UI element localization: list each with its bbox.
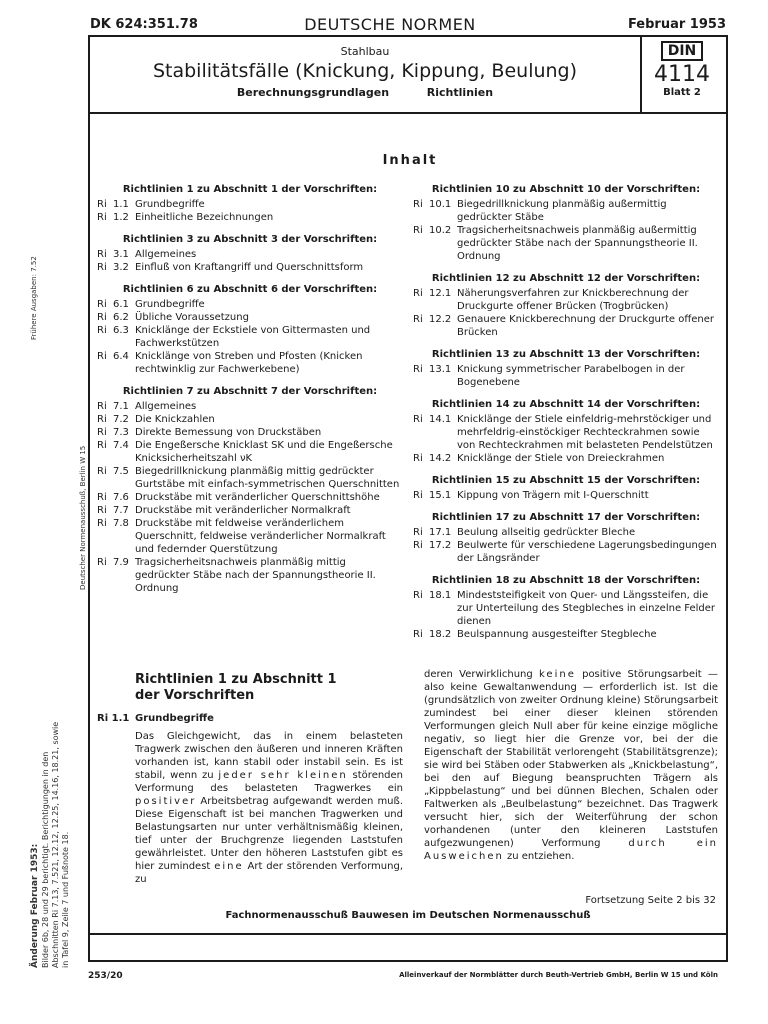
toc-entry-title: Direkte Bemessung von Druckstäben	[135, 427, 322, 438]
toc-entry-ri: Ri	[413, 540, 423, 551]
toc-entry-title: Tragsicherheitsnachweis planmäßig mittig gedrückter Stäbe nach der Spannungstheorie II. Ordnung	[135, 557, 376, 594]
body-right-b: positive Störungsarbeit — also keine Gewaltanwendung — erforderlich ist. Ist die (grundsätzlich von zweiter Ordnung kleine) Störungsarbeit zumindest bei einer dieser kleinen störenden Verformungen gleich Null aber für keine einzige mögliche negativ, so liegt hier die Grenze vor, bei der die Eigenschaft der Stabilität verlorengeht (Stabilitätsgrenze); sie wird bei Stäben oder Stabwerken als „Knickbelastung“, bei den auf Biegung beanspruchten Trägern als „Kippbelastung“ und bei dünnen Blechen, Schalen oder Faltwerken als „Beulbelastung“ bezeichnet. Das Tragwerk versucht hier, sich der Weiterführung der schon vorhandenen (unter den kleineren Laststufen aufgezwungenen) Verformung	[424, 669, 718, 849]
toc-entry	[413, 526, 719, 539]
toc-entry	[97, 465, 403, 491]
issue-date: Februar 1953	[627, 17, 726, 32]
toc-entry-title: Grundbegriffe	[135, 199, 205, 210]
toc-entry	[97, 248, 403, 261]
toc-entry	[413, 628, 719, 641]
toc-entry-title: Die Engeßersche Knicklast SK und die Engeßersche Knicksicherheitszahl νK	[135, 440, 393, 464]
toc-entry-title: Beulung allseitig gedrückter Bleche	[457, 527, 636, 538]
toc-entry-num: 15.1	[429, 490, 452, 501]
toc-entry-title: Beulwerte für verschiedene Lagerungsbedingungen der Längsränder	[457, 540, 717, 564]
toc-section-heading: Richtlinien 17 zu Abschnitt 17 der Vorschriften:	[431, 512, 701, 523]
footer-code: 253/20	[88, 971, 123, 981]
frame-left-rule	[88, 35, 90, 962]
toc-entry-title: Allgemeines	[135, 401, 197, 412]
toc-entry-ri: Ri	[97, 401, 107, 412]
din-number: 4114	[654, 62, 710, 87]
sheet-number: Blatt 2	[663, 87, 701, 98]
toc-entry-title: Biegedrillknickung planmäßig außermittig gedrückter Stäbe	[457, 199, 667, 223]
toc-entry-ri: Ri	[97, 492, 107, 503]
main-heading-line-2: der Vorschriften	[135, 688, 255, 703]
toc-section-heading: Richtlinien 6 zu Abschnitt 6 der Vorschriften:	[122, 284, 378, 295]
toc-entry	[97, 426, 403, 439]
din-box-divider	[640, 35, 642, 112]
toc-entry-num: 7.5	[113, 466, 129, 477]
side-change-line-1: Bilder 6b, 28 und 29 berichtigt. Berichtigungen in den	[41, 751, 50, 968]
issuing-committee: Fachnormenausschuß Bauwesen im Deutschen Normenausschuß	[225, 910, 591, 921]
side-change-title: Änderung Februar 1953:	[30, 843, 40, 968]
toc-entry-title: Druckstäbe mit veränderlicher Querschnittshöhe	[135, 492, 380, 503]
toc-entry	[97, 439, 403, 465]
body-right-c: zu entziehen.	[507, 851, 575, 862]
toc-entry-num: 7.2	[113, 414, 129, 425]
toc-section-heading: Richtlinien 13 zu Abschnitt 13 der Vorschriften:	[431, 349, 701, 360]
toc-entry-title: Tragsicherheitsnachweis planmäßig außermittig gedrückter Stäbe nach der Spannungstheorie II. Ordnung	[457, 225, 698, 262]
toc-entry-num: 10.1	[429, 199, 452, 210]
toc-entry-ri: Ri	[97, 505, 107, 516]
toc-entry	[413, 539, 719, 565]
toc-section-heading: Richtlinien 14 zu Abschnitt 14 der Vorschriften:	[431, 399, 701, 410]
toc-entry	[97, 350, 403, 376]
toc-entry-ri: Ri	[413, 629, 423, 640]
toc-entry-ri: Ri	[97, 518, 107, 529]
toc-entry-title: Einfluß von Kraftangriff und Querschnittsform	[135, 262, 364, 273]
toc-entry-num: 13.1	[429, 364, 452, 375]
toc-entry	[413, 452, 719, 465]
toc-entry	[97, 400, 403, 413]
toc-entry-title: Kippung von Trägern mit I-Querschnitt	[457, 490, 649, 501]
toc-entry	[413, 363, 719, 389]
toc-entry-ri: Ri	[97, 557, 107, 568]
toc-entry-ri: Ri	[413, 414, 423, 425]
toc-entry-ri: Ri	[413, 590, 423, 601]
toc-section-heading: Richtlinien 7 zu Abschnitt 7 der Vorschriften:	[122, 386, 378, 397]
toc-entry	[413, 313, 719, 339]
toc-entry-num: 14.1	[429, 414, 452, 425]
toc-entry-ri: Ri	[413, 288, 423, 299]
subsection-ri: Ri 1.1	[97, 713, 130, 724]
toc-entry-ri: Ri	[97, 262, 107, 273]
toc-entry-ri: Ri	[97, 427, 107, 438]
body-left-b: störenden Verformung des belasteten Tragwerkes ein	[135, 770, 404, 794]
toc-right-column	[413, 183, 719, 641]
toc-entry-title: Einheitliche Bezeichnungen	[135, 212, 274, 223]
toc-entry-title: Näherungsverfahren zur Knickberechnung der Druckgurte offener Brücken (Trogbrücken)	[457, 288, 689, 312]
toc-entry-ri: Ri	[413, 364, 423, 375]
toc-entry	[413, 589, 719, 628]
footer-rule-1	[88, 933, 728, 935]
side-change-line-3: in Tafel 9, Zeile 7 und Fußnote 18.	[61, 831, 70, 968]
side-publisher: Deutscher Normenausschuß, Berlin W 15	[79, 445, 87, 590]
toc-entry-title: Druckstäbe mit feldweise veränderlichem Querschnitt, feldweise veränderlicher Normalkraft und federnder Querstützung	[135, 518, 386, 555]
toc-entry-num: 1.2	[113, 212, 129, 223]
toc-entry-title: Knicklänge der Stiele einfeldrig-mehrstöckiger und mehrfeldrig-einstöckiger Rechteckrahmen sowie von Rechteckrahmen mit belasteten Pendelstützen	[457, 414, 713, 451]
toc-entry-num: 7.7	[113, 505, 129, 516]
toc-entry-num: 7.3	[113, 427, 129, 438]
toc-left-column	[97, 183, 403, 595]
toc-entry-num: 10.2	[429, 225, 452, 236]
toc-entry-num: 7.8	[113, 518, 129, 529]
toc-entry-num: 14.2	[429, 453, 452, 464]
frame-right-rule	[726, 35, 728, 962]
toc-entry	[413, 413, 719, 452]
toc-entry-ri: Ri	[97, 325, 107, 336]
toc-entry-title: Knicklänge der Stiele von Dreieckrahmen	[457, 453, 665, 464]
header-bottom-rule	[88, 112, 728, 114]
body-left-emph-3: eine	[214, 861, 244, 872]
toc-entry-title: Knicklänge von Streben und Pfosten (Knicken rechtwinklig zur Fachwerkebene)	[135, 351, 363, 375]
toc-entry	[97, 324, 403, 350]
body-right-emph-2: durch ein Ausweichen	[424, 838, 718, 862]
body-left-d: Art der störenden Verformung, zu	[135, 861, 403, 885]
toc-entry	[97, 298, 403, 311]
toc-entry-title: Allgemeines	[135, 249, 197, 260]
norm-name: DEUTSCHE NORMEN	[304, 15, 476, 34]
toc-entry-num: 12.2	[429, 314, 452, 325]
toc-entry-num: 6.1	[113, 299, 129, 310]
toc-entry-num: 3.2	[113, 262, 129, 273]
toc-entry-num: 3.1	[113, 249, 129, 260]
main-section-heading	[135, 672, 375, 704]
footer-rule-2	[88, 960, 728, 962]
toc-entry	[413, 224, 719, 263]
toc-entry-ri: Ri	[97, 351, 107, 362]
toc-entry-title: Knickung symmetrischer Parabelbogen in der Bogenebene	[457, 364, 685, 388]
subtitle-left: Berechnungsgrundlagen	[236, 86, 390, 99]
toc-entry	[413, 287, 719, 313]
body-left-a: Das Gleichgewicht, das in einem belasteten Tragwerk zwischen den äußeren und inneren Kräften vorhanden ist, kann stabil oder instabil sein. Es ist stabil, wenn zu	[135, 731, 403, 781]
toc-entry-title: Übliche Voraussetzung	[135, 312, 249, 323]
toc-entry-num: 18.2	[429, 629, 452, 640]
toc-entry-ri: Ri	[97, 199, 107, 210]
toc-entry-ri: Ri	[413, 225, 423, 236]
toc-entry-ri: Ri	[97, 414, 107, 425]
toc-entry	[97, 211, 403, 224]
toc-entry	[97, 504, 403, 517]
side-stamp: Frühere Ausgaben: 7.52	[30, 256, 38, 340]
header-top-rule	[88, 35, 728, 37]
toc-entry-num: 17.2	[429, 540, 452, 551]
body-right-a: deren Verwirklichung	[424, 669, 533, 680]
toc-entry-ri: Ri	[97, 299, 107, 310]
subtitle-right: Richtlinien	[426, 86, 494, 99]
toc-entry-title: Die Knickzahlen	[135, 414, 215, 425]
toc-entry	[97, 261, 403, 274]
body-right-emph-1: keine	[538, 669, 576, 680]
toc-entry-ri: Ri	[413, 527, 423, 538]
document-subtitle	[90, 86, 640, 99]
toc-entry-num: 6.4	[113, 351, 129, 362]
din-box	[649, 41, 715, 115]
body-left-c: Arbeitsbetrag aufgewandt werden muß. Diese Eigenschaft ist bei manchen Tragwerken und Belastungsarten nur unter verhältnismäßig kleinen, tief unter der Bruchgrenze liegenden Laststufen gewährleistet. Unter den höheren Laststufen gibt es hier zumindest	[135, 796, 403, 872]
toc-entry-ri: Ri	[97, 249, 107, 260]
toc-entry-title: Biegedrillknickung planmäßig mittig gedrückter Gurtstäbe mit einfach-symmetrischen Querschnitten	[135, 466, 400, 490]
body-left-column	[135, 730, 403, 886]
continuation-note: Fortsetzung Seite 2 bis 32	[585, 895, 716, 906]
toc-section-heading: Richtlinien 3 zu Abschnitt 3 der Vorschriften:	[122, 234, 378, 245]
toc-entry	[413, 198, 719, 224]
toc-entry-num: 1.1	[113, 199, 129, 210]
toc-entry	[97, 556, 403, 595]
toc-entry-num: 7.1	[113, 401, 129, 412]
subsection-title: Grundbegriffe	[135, 713, 214, 724]
toc-entry-ri: Ri	[413, 453, 423, 464]
toc-entry	[97, 198, 403, 211]
toc-entry-title: Beulspannung ausgesteifter Stegbleche	[457, 629, 657, 640]
toc-entry-num: 17.1	[429, 527, 452, 538]
toc-section-heading: Richtlinien 18 zu Abschnitt 18 der Vorschriften:	[431, 575, 701, 586]
toc-entry-num: 18.1	[429, 590, 452, 601]
toc-entry-ri: Ri	[413, 314, 423, 325]
toc-entry-num: 6.2	[113, 312, 129, 323]
toc-heading: Inhalt	[382, 153, 438, 168]
toc-entry-title: Knicklänge der Eckstiele von Gittermasten und Fachwerkstützen	[135, 325, 371, 349]
toc-entry-num: 7.6	[113, 492, 129, 503]
toc-entry-num: 7.4	[113, 440, 129, 451]
toc-entry	[97, 311, 403, 324]
body-right-column	[424, 668, 718, 863]
toc-entry-num: 7.9	[113, 557, 129, 568]
toc-entry-ri: Ri	[97, 312, 107, 323]
toc-entry	[413, 489, 719, 502]
toc-entry-ri: Ri	[413, 490, 423, 501]
footer-distribution: Alleinverkauf der Normblätter durch Beuth-Vertrieb GmbH, Berlin W 15 und Köln	[399, 971, 718, 979]
toc-entry-ri: Ri	[97, 212, 107, 223]
toc-entry-title: Grundbegriffe	[135, 299, 205, 310]
toc-section-heading: Richtlinien 10 zu Abschnitt 10 der Vorschriften:	[431, 184, 701, 195]
toc-entry-num: 6.3	[113, 325, 129, 336]
toc-entry	[97, 517, 403, 556]
toc-entry-title: Mindeststeifigkeit von Quer- und Längssteifen, die zur Unterteilung des Stegbleches in einzelne Felder dienen	[457, 590, 716, 627]
category: Stahlbau	[340, 45, 390, 58]
main-heading-line-1: Richtlinien 1 zu Abschnitt 1	[135, 672, 337, 687]
toc-entry	[97, 413, 403, 426]
document-title: Stabilitätsfälle (Knickung, Kippung, Beulung)	[152, 60, 578, 82]
toc-section-heading: Richtlinien 1 zu Abschnitt 1 der Vorschriften:	[122, 184, 378, 195]
toc-section-heading: Richtlinien 12 zu Abschnitt 12 der Vorschriften:	[431, 273, 701, 284]
toc-entry	[97, 491, 403, 504]
toc-entry-ri: Ri	[413, 199, 423, 210]
dk-number: DK 624:351.78	[90, 17, 198, 32]
toc-entry-ri: Ri	[97, 440, 107, 451]
toc-entry-num: 12.1	[429, 288, 452, 299]
toc-entry-title: Genauere Knickberechnung der Druckgurte offener Brücken	[457, 314, 715, 338]
side-change-line-2: Abschnitten Ri 7.13, 7.521, 12.12, 12.25, 14.16, 18.21, sowie	[51, 721, 60, 968]
toc-entry-title: Druckstäbe mit veränderlicher Normalkraft	[135, 505, 351, 516]
body-left-emph-1: jeder sehr kleinen	[218, 770, 348, 781]
toc-section-heading: Richtlinien 15 zu Abschnitt 15 der Vorschriften:	[431, 475, 701, 486]
body-left-emph-2: positiver	[135, 796, 197, 807]
toc-entry-ri: Ri	[97, 466, 107, 477]
din-logo: DIN	[661, 41, 703, 61]
